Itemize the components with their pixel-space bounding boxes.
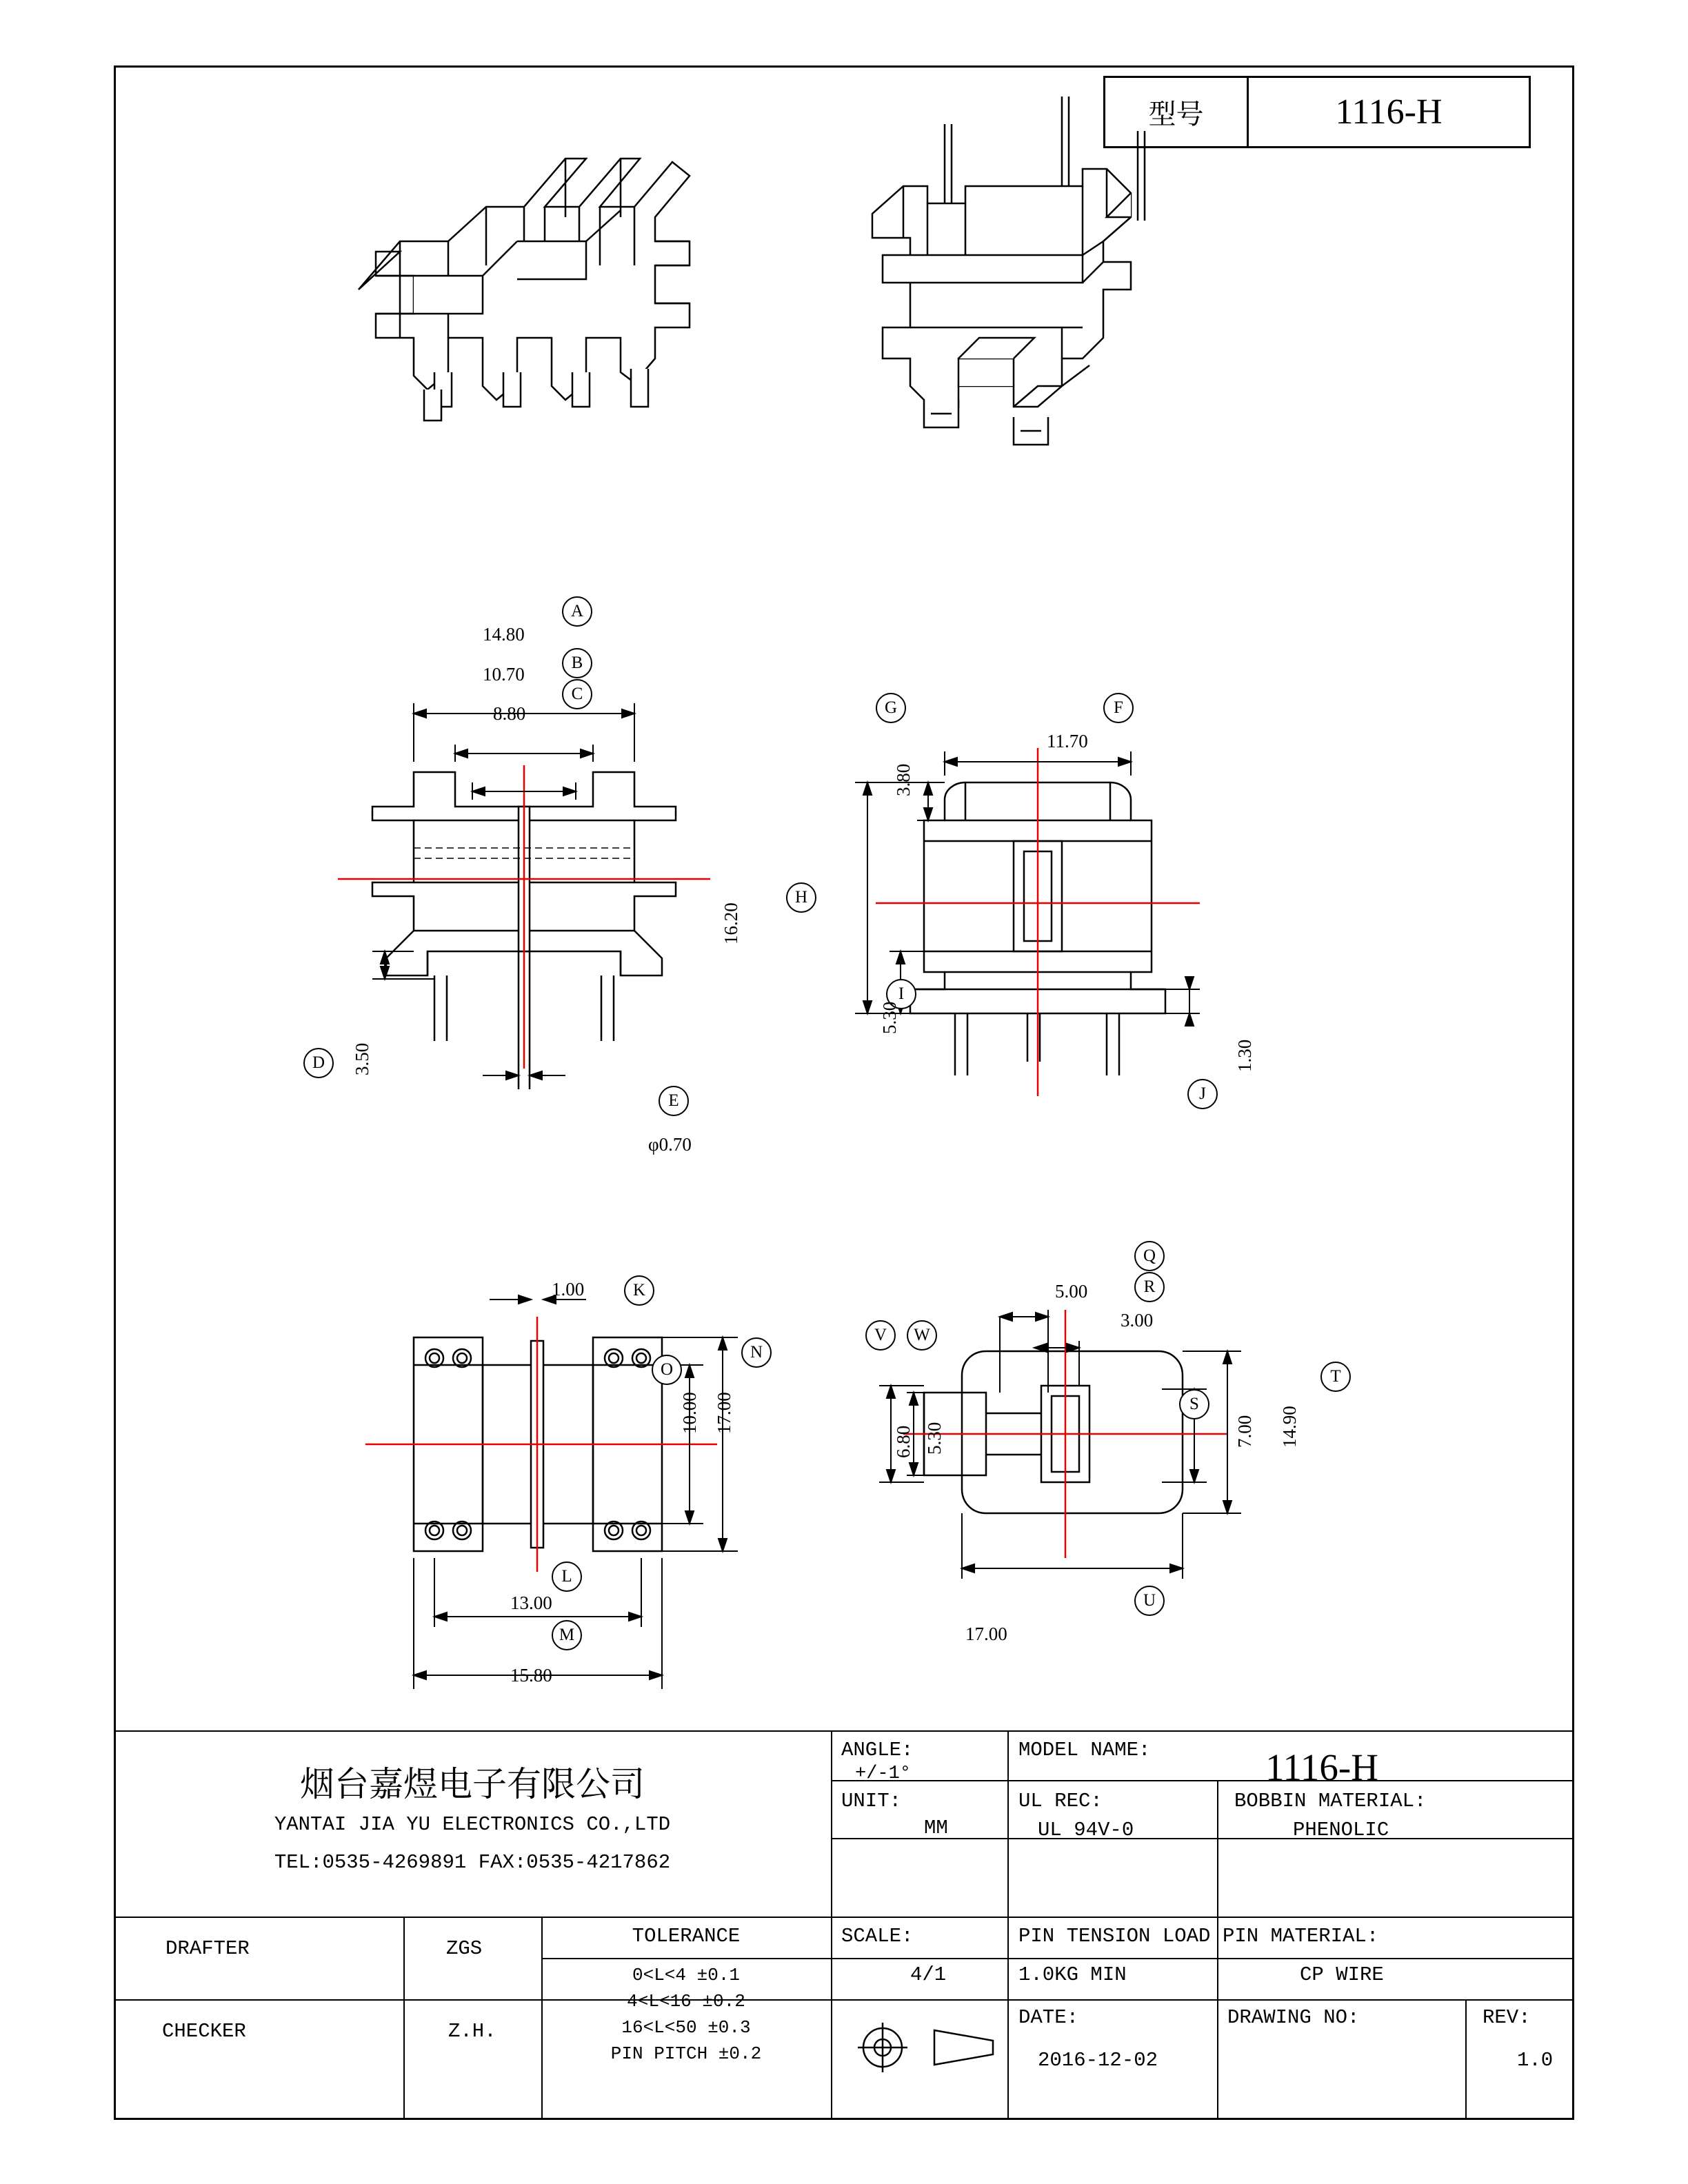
dim-value-G: 3.80 [893,763,914,796]
tolerance-line-2: 4<L<16 ±0.2 [627,1991,745,2012]
rule [114,1999,1574,2001]
rule [1217,1917,1218,1999]
bobbin-material-value: PHENOLIC [1293,1819,1389,1841]
pin-material-label: PIN MATERIAL: [1223,1925,1379,1948]
dim-value-A: 14.80 [483,624,525,645]
dim-value-M: 15.80 [510,1665,552,1686]
pin-material-value: CP WIRE [1300,1963,1384,1986]
dim-value-S: 7.00 [1234,1415,1255,1448]
rule [114,1730,1574,1732]
dim-marker-L: L [552,1561,582,1592]
side-view [814,676,1572,1213]
bobbin-material-label: BOBBIN MATERIAL: [1234,1790,1427,1812]
dim-value-T: 14.90 [1279,1406,1300,1448]
dim-value-E: φ0.70 [648,1134,692,1155]
dim-marker-V: V [865,1320,896,1351]
dim-value-H: 16.20 [721,902,741,944]
dim-value-J: 1.30 [1234,1039,1255,1072]
dim-marker-O: O [652,1355,682,1385]
dim-marker-T: T [1320,1362,1351,1392]
dim-marker-F: F [1103,693,1134,723]
company-name-cn: 烟台嘉煜电子有限公司 [300,1764,645,1804]
dim-value-R: 3.00 [1121,1310,1154,1331]
drafter-value: ZGS [446,1937,483,1960]
rule [1217,1780,1218,1917]
dim-value-N: 17.00 [714,1392,734,1434]
dim-marker-B: B [562,648,592,678]
dim-marker-W: W [907,1320,937,1351]
rev-value: 1.0 [1517,2049,1554,2072]
date-value: 2016-12-02 [1038,2049,1158,2072]
dim-value-V: 6.80 [893,1425,914,1458]
dim-value-O: 10.00 [679,1392,700,1434]
scale-label: SCALE: [841,1925,914,1948]
dim-value-B: 10.70 [483,664,525,685]
dim-marker-M: M [552,1620,582,1650]
unit-value: MM [924,1817,948,1839]
tolerance-line-4: PIN PITCH ±0.2 [610,2043,762,2064]
rule [403,1917,405,2120]
dim-marker-S: S [1179,1389,1209,1419]
model-name-label: MODEL NAME: [1018,1739,1151,1761]
dim-marker-R: R [1134,1272,1165,1302]
scale-value: 4/1 [910,1963,947,1986]
dim-value-D: 3.50 [352,1042,372,1075]
title-block [114,1730,1574,2120]
rule [831,1958,1009,1959]
projection-symbol-icon [855,2010,1083,2085]
dim-value-K: 1.00 [552,1279,585,1300]
ul-rec-value: UL 94V-0 [1038,1819,1134,1841]
dim-marker-N: N [741,1337,772,1368]
dim-value-W: 5.30 [924,1422,945,1455]
dim-marker-A: A [562,596,592,627]
checker-label: CHECKER [162,2020,246,2043]
model-name-value: 1116-H [1265,1746,1378,1788]
rule [1007,1958,1574,1959]
dim-marker-J: J [1187,1079,1218,1109]
pin-tension-value: 1.0KG MIN [1018,1963,1127,1986]
rule [114,1917,1574,1918]
angle-label: ANGLE: [841,1739,914,1761]
rule [1465,1999,1467,2120]
drafter-label: DRAFTER [165,1937,250,1960]
ul-rec-label: UL REC: [1018,1790,1103,1812]
dim-value-C: 8.80 [493,703,526,724]
date-label: DATE: [1018,2006,1079,2029]
dim-value-Q: 5.00 [1055,1281,1088,1302]
rule [541,1958,831,1959]
dim-marker-I: I [886,979,916,1009]
dim-marker-U: U [1134,1586,1165,1616]
rev-label: REV: [1483,2006,1531,2029]
dim-marker-C: C [562,679,592,709]
bottom-view [841,1234,1600,1717]
rule [1217,1999,1218,2120]
tolerance-line-3: 16<L<50 ±0.3 [621,2017,751,2038]
dim-value-F: 11.70 [1047,731,1088,751]
dim-value-U: 17.00 [965,1624,1007,1644]
dim-marker-Q: Q [1134,1241,1165,1271]
rule [831,1730,832,2120]
dim-marker-K: K [624,1275,654,1306]
model-value: 1116-H [1335,92,1443,132]
dim-marker-D: D [303,1048,334,1078]
model-label: 型号 [1148,99,1204,130]
dim-marker-H: H [786,882,816,913]
company-contact: TEL:0535-4269891 FAX:0535-4217862 [274,1851,671,1874]
tolerance-line-1: 0<L<4 ±0.1 [632,1965,741,1985]
tolerance-label: TOLERANCE [632,1925,741,1948]
isometric-views [0,0,1688,620]
dim-value-I: 5.30 [879,1001,900,1034]
pin-tension-label: PIN TENSION LOAD [1018,1925,1211,1948]
unit-label: UNIT: [841,1790,902,1812]
dim-marker-E: E [659,1086,689,1116]
checker-value: Z.H. [448,2020,496,2043]
dim-marker-G: G [876,693,906,723]
company-name-en: YANTAI JIA YU ELECTRONICS CO.,LTD [274,1813,671,1836]
angle-value: +/-1° [855,1763,912,1784]
drawing-no-label: DRAWING NO: [1227,2006,1360,2029]
dim-value-L: 13.00 [510,1593,552,1613]
